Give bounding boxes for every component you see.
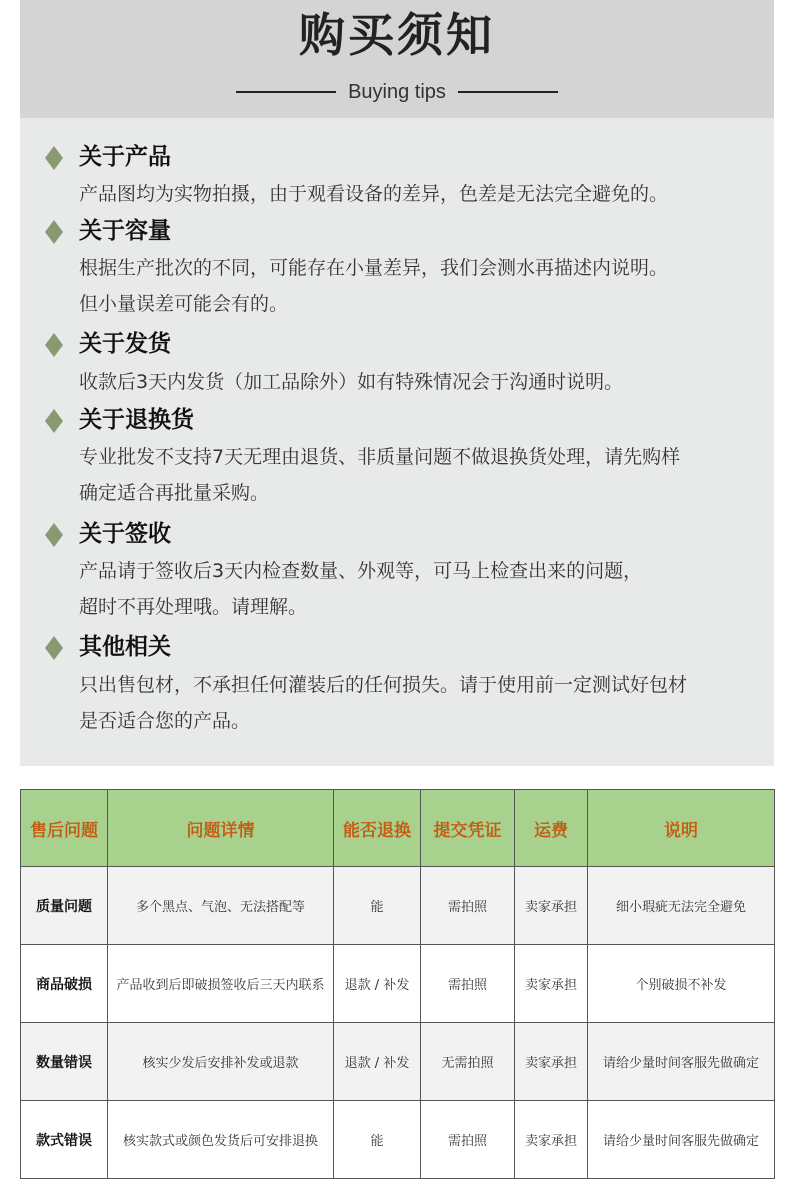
table-cell: 能 (334, 867, 421, 945)
subtitle-rule-left (236, 91, 336, 93)
note-heading: 其他相关 (79, 634, 171, 660)
table-row (21, 945, 775, 1023)
note-heading: 关于签收 (79, 521, 171, 547)
column-header-notes: 说明 (588, 790, 775, 867)
table-cell: 卖家承担 (515, 867, 588, 945)
column-header-returnable: 能否退换 (334, 790, 421, 867)
table-cell-issue: 质量问题 (21, 867, 108, 945)
column-header-issue: 售后问题 (21, 790, 108, 867)
note-text: 产品请于签收后3天内检查数量、外观等，可马上检查出来的问题， (79, 560, 643, 582)
note-text: 根据生产批次的不同，可能存在小量差异，我们会测水再描述内说明。 (79, 257, 669, 279)
diamond-bullet-icon (45, 409, 63, 433)
note-text: 但小量误差可能会有的。 (79, 293, 289, 315)
diamond-bullet-icon (45, 333, 63, 357)
table-cell: 请给少量时间客服先做确定 (588, 1023, 775, 1101)
note-heading: 关于退换货 (79, 407, 194, 433)
table-cell: 个别破损不补发 (588, 945, 775, 1023)
note-heading: 关于发货 (79, 331, 171, 357)
subtitle-row (20, 78, 774, 106)
diamond-bullet-icon (45, 220, 63, 244)
table-header-row (21, 790, 775, 867)
table-cell: 卖家承担 (515, 1023, 588, 1101)
table-cell: 需拍照 (421, 945, 515, 1023)
table-cell: 多个黑点、气泡、无法搭配等 (108, 867, 334, 945)
table-cell: 能 (334, 1101, 421, 1179)
column-header-shipping-fee: 运费 (515, 790, 588, 867)
note-heading: 关于产品 (79, 144, 171, 170)
table-cell: 核实少发后安排补发或退款 (108, 1023, 334, 1101)
after-sales-table-wrap (20, 789, 774, 1178)
diamond-bullet-icon (45, 636, 63, 660)
table-cell-issue: 商品破损 (21, 945, 108, 1023)
table-row (21, 1023, 775, 1101)
header-banner (20, 0, 774, 118)
note-text: 确定适合再批量采购。 (79, 482, 270, 504)
table-cell: 卖家承担 (515, 945, 588, 1023)
table-cell: 需拍照 (421, 867, 515, 945)
table-cell-issue: 款式错误 (21, 1101, 108, 1179)
note-text: 收款后3天内发货（加工品除外）如有特殊情况会于沟通时说明。 (79, 371, 624, 393)
page-subtitle: Buying tips (348, 80, 446, 103)
table-cell: 请给少量时间客服先做确定 (588, 1101, 775, 1179)
page-title: 购买须知 (299, 8, 495, 62)
table-cell: 退款 / 补发 (334, 945, 421, 1023)
note-text: 只出售包材，不承担任何灌装后的任何损失。请于使用前一定测试好包材 (79, 674, 688, 696)
table-cell: 需拍照 (421, 1101, 515, 1179)
after-sales-table (20, 789, 775, 1179)
note-text: 是否适合您的产品。 (79, 710, 251, 732)
table-cell: 核实款式或颜色发货后可安排退换 (108, 1101, 334, 1179)
column-header-proof: 提交凭证 (421, 790, 515, 867)
diamond-bullet-icon (45, 523, 63, 547)
table-cell: 退款 / 补发 (334, 1023, 421, 1101)
table-cell-issue: 数量错误 (21, 1023, 108, 1101)
subtitle-rule-right (458, 91, 558, 93)
table-row (21, 867, 775, 945)
table-cell: 产品收到后即破损签收后三天内联系 (108, 945, 334, 1023)
table-cell: 细小瑕疵无法完全避免 (588, 867, 775, 945)
note-text: 超时不再处理哦。请理解。 (79, 596, 308, 618)
note-text: 专业批发不支持7天无理由退货、非质量问题不做退换货处理，请先购样 (79, 446, 681, 468)
table-cell: 无需拍照 (421, 1023, 515, 1101)
note-heading: 关于容量 (79, 218, 171, 244)
table-cell: 卖家承担 (515, 1101, 588, 1179)
column-header-details: 问题详情 (108, 790, 334, 867)
table-row (21, 1101, 775, 1179)
diamond-bullet-icon (45, 146, 63, 170)
notes-panel (20, 118, 774, 766)
note-text: 产品图均为实物拍摄，由于观看设备的差异，色差是无法完全避免的。 (79, 183, 669, 205)
